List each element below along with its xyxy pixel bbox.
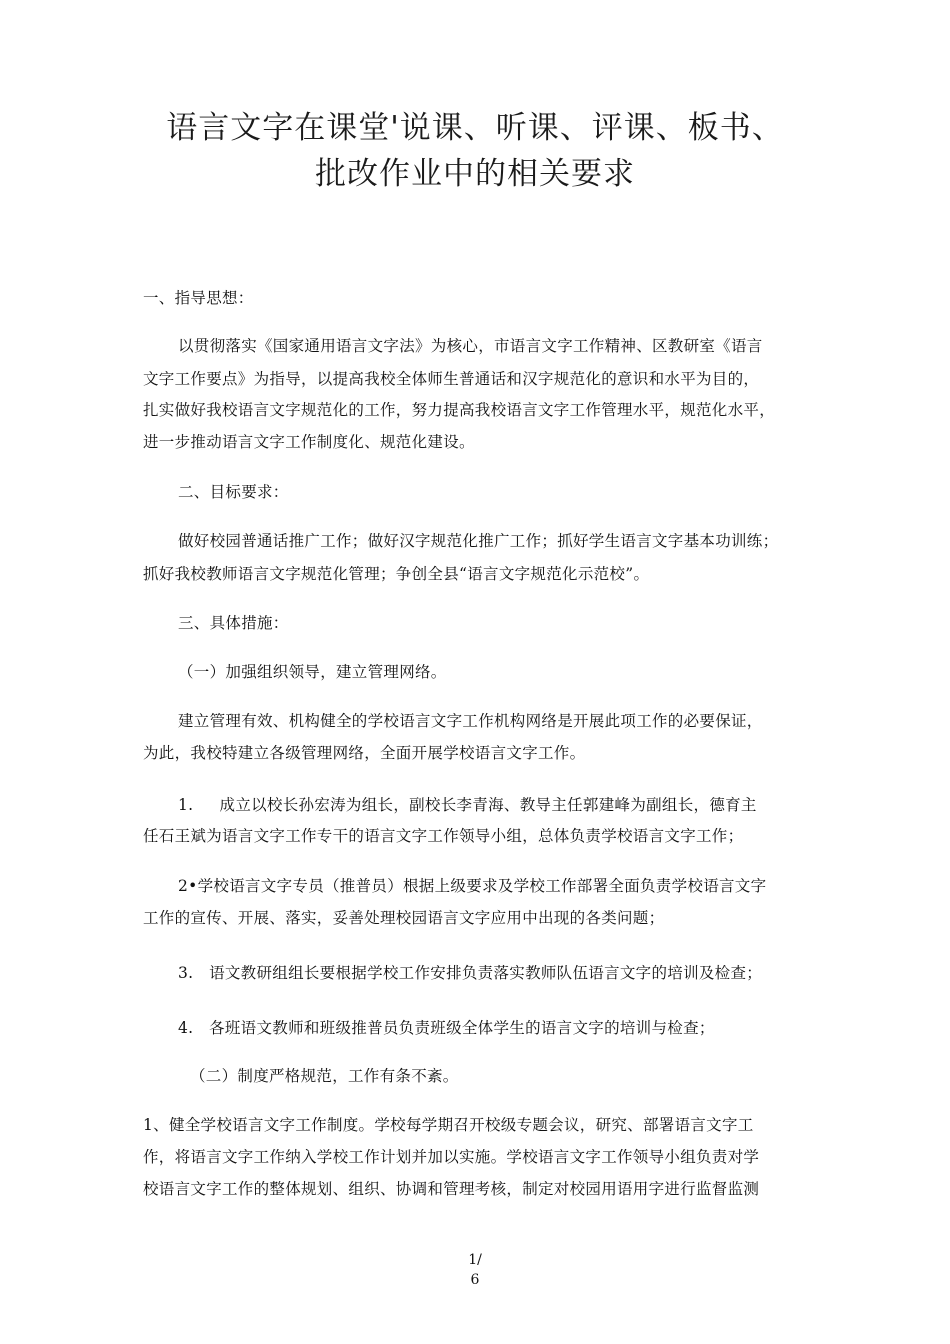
paragraph-line: 1、健全学校语言文字工作制度。学校每学期召开校级专题会议，研究、部署语言文字工 [143,1116,754,1134]
list-item-4: 4. 各班语文教师和班级推普员负责班级全体学生的语言文字的培训与检查； [178,1019,715,1037]
subsection-heading-system: （二）制度严格规范，工作有条不紊。 [190,1067,459,1085]
list-item-2-continued: 工作的宣传、开展、落实，妥善处理校园语言文字应用中出现的各类问题； [143,909,665,927]
paragraph-line: 建立管理有效、机构健全的学校语言文字工作机构网络是开展此项工作的必要保证， [178,712,763,730]
list-item-3: 3. 语文教研组组长要根据学校工作安排负责落实教师队伍语言文字的培训及检查； [178,964,763,982]
page-number-bottom: 6 [470,1272,480,1288]
list-item-1-continued: 任石王斌为语言文字工作专干的语言文字工作领导小组，总体负责学校语言文字工作； [143,827,744,845]
list-item-2: 2•学校语言文字专员（推普员）根据上级要求及学校工作部署全面负责学校语言文字 [178,877,767,895]
section-heading-guiding-ideology: 一、指导思想： [143,289,254,307]
list-item-1: 1. 成立以校长孙宏涛为组长，副校长李青海、教导主任郭建峰为副组长，德育主 [178,796,757,814]
subsection-heading-organization: （一）加强组织领导，建立管理网络。 [178,663,447,681]
paragraph-line: 为此，我校特建立各级管理网络，全面开展学校语言文字工作。 [143,744,586,762]
paragraph-line: 扎实做好我校语言文字规范化的工作，努力提高我校语言文字工作管理水平，规范化水平， [143,401,776,419]
paragraph-line: 校语言文字工作的整体规划、组织、协调和管理考核，制定对校园用语用字进行监督监测 [143,1180,760,1198]
document-title-line-2: 批改作业中的相关要求 [315,156,635,192]
section-heading-goals: 二、目标要求： [178,483,289,501]
paragraph-line: 做好校园普通话推广工作；做好汉字规范化推广工作；抓好学生语言文字基本功训练； [178,532,779,550]
paragraph-line: 进一步推动语言文字工作制度化、规范化建设。 [143,433,475,451]
paragraph-line: 文字工作要点》为指导，以提高我校全体师生普通话和汉字规范化的意识和水平为目的， [143,370,760,388]
document-title-line-1: 语言文字在课堂'说课、听课、评课、板书、 [166,110,784,146]
paragraph-line: 抓好我校教师语言文字规范化管理；争创全县“语言文字规范化示范校”。 [143,565,650,583]
paragraph-line: 作，将语言文字工作纳入学校工作计划并加以实施。学校语言文字工作领导小组负责对学 [143,1148,760,1166]
paragraph-line: 以贯彻落实《国家通用语言文字法》为核心，市语言文字工作精神、区教研室《语言 [178,337,763,355]
page-number-top: 1/ [468,1252,482,1268]
section-heading-measures: 三、具体措施： [178,614,289,632]
